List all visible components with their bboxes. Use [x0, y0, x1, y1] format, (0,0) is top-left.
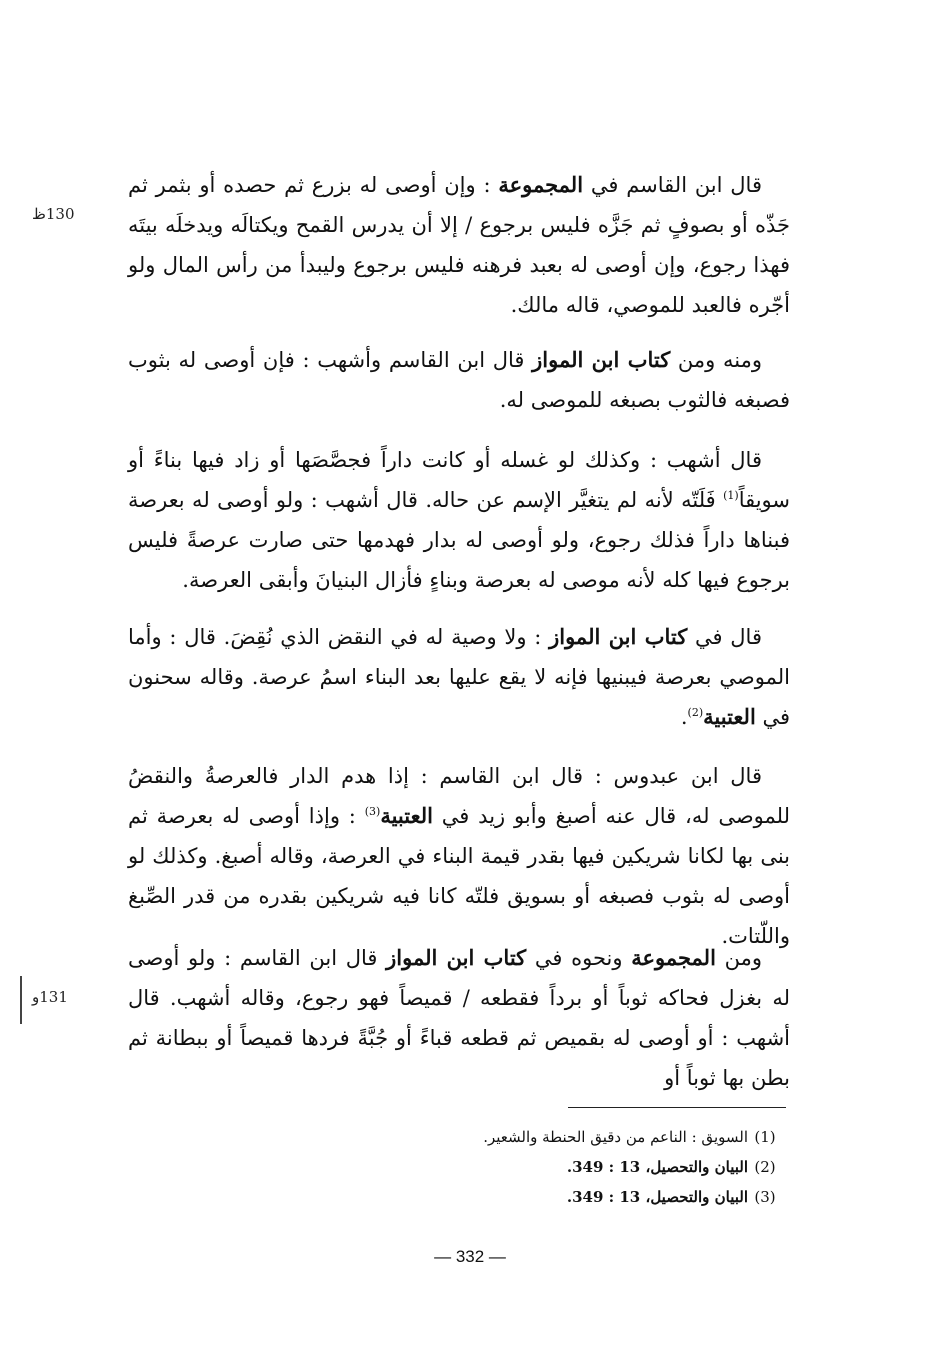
paragraph-1-text-a: قال ابن القاسم في [583, 173, 762, 197]
paragraph-4 [128, 617, 790, 737]
footnote-number: (2) [754, 1158, 776, 1176]
footnote-1 [362, 1122, 782, 1152]
footnote-3 [362, 1182, 782, 1212]
paragraph-6-bold-source: المجموعة [631, 945, 716, 970]
paragraph-4-text-c: : ولا وصية له في النقض الذي نُقِضَ. قال : وأما الموصي بعرصة فيبنيها فإنه لا يقع عليها بعد البناء اسمُ عرصة. وقاله سحنون في [128, 625, 790, 729]
margin-folio-note-131: 131و [32, 988, 68, 1006]
footnote-number: (3) [754, 1188, 776, 1206]
paragraph-4-bold-source: كتاب ابن المواز [549, 624, 688, 649]
paragraph-6-text-d: قال ابن القاسم : ولو أوصى له بغزل فحاكه ثوباً أو برداً فقطعه / قميصاً فهو رجوع، وقاله أشهب. قال أشهب : أو أوصى له بقميص ثم قطعه قباءً أو جُبَّةً فردها قميصاً أو ببطانة ثم بطن بها ثوباً أو [128, 946, 790, 1090]
paragraph-2-text-c: قال ابن القاسم وأشهب : فإن أوصى له بثوب فصبغه فالثوب بصبغه للموصى له. [128, 348, 790, 412]
margin-line-mark [20, 976, 22, 1024]
paragraph-5-bold-source: العتبية [380, 803, 433, 828]
footnote-ref-2: (2) [687, 706, 704, 719]
paragraph-6-bold-source-2: كتاب ابن المواز [386, 945, 527, 970]
footnote-ref-1: (1) [723, 489, 739, 502]
paragraph-4-text-a: قال في [687, 625, 762, 649]
paragraph-4-bold-source-2: العتبية [703, 704, 756, 729]
paragraph-2-bold-source: كتاب ابن المواز [532, 347, 671, 372]
paragraph-3-text-a: قال أشهب : وكذلك لو غسله أو كانت داراً فجصَّصَها أو زاد فيها بناءً أو سويقاً [128, 448, 790, 512]
footnote-text: البيان والتحصيل، 13 : 349. [566, 1188, 748, 1206]
paragraph-2 [128, 340, 790, 420]
footnote-2 [362, 1152, 782, 1182]
paragraph-5 [128, 756, 790, 956]
paragraph-5-text-a: قال ابن عبدوس : قال ابن القاسم : إذا هدم الدار فالعرصةُ والنقضُ للموصى له، قال عنه أصبغ وأبو زيد في [128, 764, 790, 828]
paragraph-6-text-c: ونحوه في [526, 946, 632, 970]
paragraph-2-text-a: ومنه ومن [670, 348, 762, 372]
footnote-text: البيان والتحصيل، 13 : 349. [566, 1158, 748, 1176]
footnote-number: (1) [754, 1128, 776, 1146]
footnote-separator [568, 1107, 786, 1108]
paragraph-4-text-d: . [680, 705, 688, 729]
paragraph-1 [128, 165, 790, 325]
paragraph-6-text-a: ومن [715, 946, 762, 970]
footnotes [362, 1122, 782, 1212]
paragraph-1-text-c: : وإن أوصى له بزرع ثم حصده أو بثمر ثم جَذّه أو بصوفٍ ثم جَزَّه فليس برجوع / إلا أن يدرس القمح ويكتالَه ويدخلَه بيتَه فهذا رجوع، وإن أوصى له بعبد فرهنه فليس برجوع وليبدأ من رأس المال ولو أجّره فالعبد للموصي، قاله مالك. [128, 173, 790, 317]
margin-folio-note-130: 130ظ [32, 205, 75, 223]
paragraph-3-text-c: فَلَتّه لأنه لم يتغيَّر الإسم عن حاله. قال أشهب : ولو أوصى له بعرصة فبناها داراً فذلك رجوع، ولو أوصى له بدار فهدمها حتى صارت عرصةً فليس برجوع فيها كله لأنه موصى له بعرصة وبناءٍ فأزال البنيانَ وأبقى العرصة. [128, 488, 790, 592]
paragraph-1-bold-source: المجموعة [498, 172, 584, 197]
footnote-text: السويق : الناعم من دقيق الحنطة والشعير. [483, 1128, 748, 1146]
paragraph-5-text-c: : وإذا أوصى له بعرصة ثم بنى بها لكانا شريكين فيها بقدر قيمة البناء في العرصة، وقاله أصبغ. وكذلك لو أوصى له بثوب فصبغه أو بسويق فلتّه كانا فيه شريكين بقدره من قدر الصِّبغ واللّتات. [128, 804, 790, 948]
page-number: — 332 — [434, 1247, 506, 1266]
paragraph-3 [128, 440, 790, 600]
footnote-ref-3: (3) [364, 805, 381, 818]
paragraph-6 [128, 938, 790, 1098]
